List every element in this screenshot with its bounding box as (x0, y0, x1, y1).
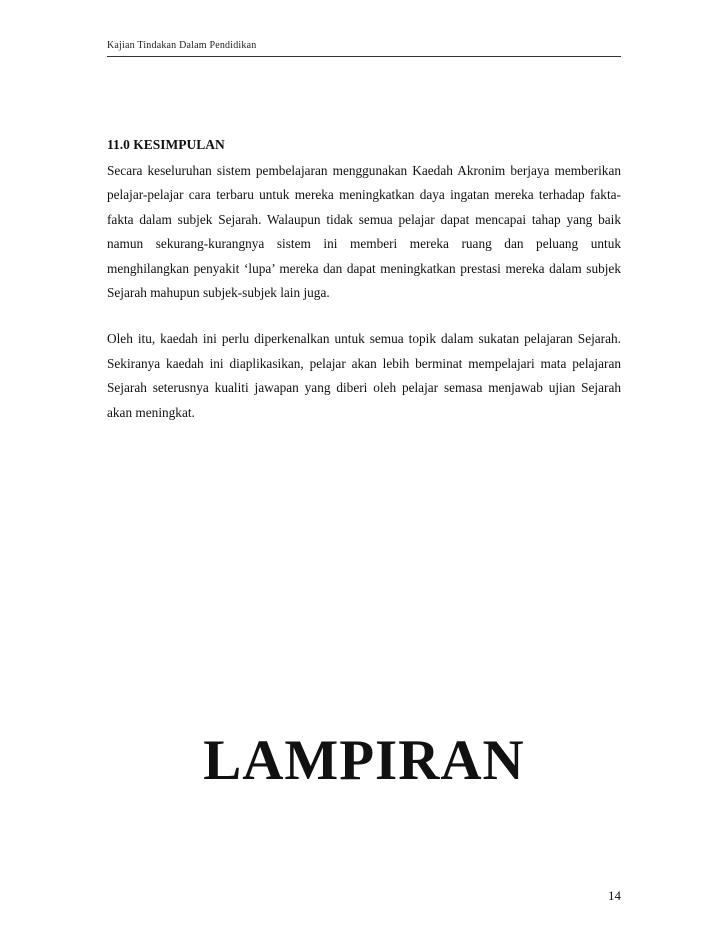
running-header: Kajian Tindakan Dalam Pendidikan (107, 40, 257, 51)
section-title: 11.0 KESIMPULAN (107, 137, 225, 152)
header-divider (107, 56, 621, 57)
paragraph-2: Oleh itu, kaedah ini perlu diperkenalkan untuk semua topik dalam sukatan pelajaran Sejarah. Sekiranya kaedah ini diaplikasikan, pelajar akan lebih berminat mempelajari mata pelajaran Sejarah seterusnya kualiti jawapan yang diberi oleh pelajar semasa menjawab ujian Sejarah akan meningkat. (107, 331, 621, 420)
page-number: 14 (608, 888, 621, 903)
paragraph-1: Secara keseluruhan sistem pembelajaran menggunakan Kaedah Akronim berjaya memberikan pelajar-pelajar cara terbaru untuk mereka meningkatkan daya ingatan mereka terhadap fakta-fakta dalam subjek Sejarah. Walaupun tidak semua pelajar dapat mencapai tahap yang baik namun sekurang-kurangnya sistem ini memberi mereka ruang dan peluang untuk menghilangkan penyakit ‘lupa’ mereka dan dapat meningkatkan prestasi mereka dalam subjek Sejarah mahupun subjek-subjek lain juga. (107, 163, 621, 301)
conclusion-section (107, 136, 621, 425)
appendix-heading: LAMPIRAN (203, 729, 525, 792)
